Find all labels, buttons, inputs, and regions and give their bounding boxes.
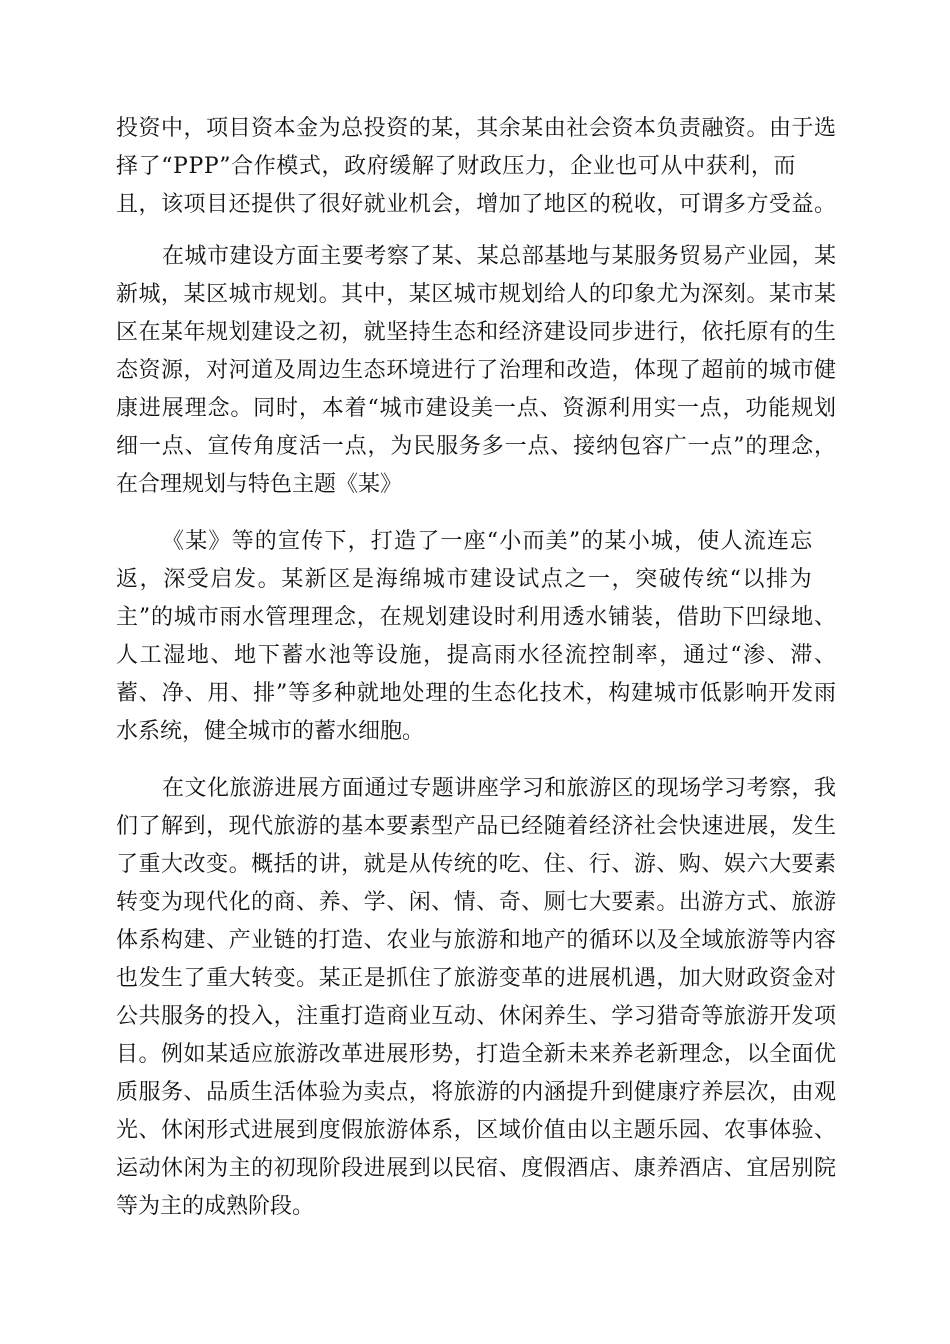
text-line: 新城，某区城市规划。其中，某区城市规划给人的印象尤为深刻。某市某: [116, 282, 836, 307]
text-line: 康进展理念。同时，本着“城市建设美一点、资源利用实一点，功能规划: [116, 396, 836, 421]
text-line: 投资中，项目资本金为总投资的某，其余某由社会资本负责融资。由于选: [116, 116, 836, 141]
text-line: 态资源，对河道及周边生态环境进行了治理和改造，体现了超前的城市健: [116, 358, 836, 383]
text-line: 细一点、宣传角度活一点，为民服务多一点、接纳包容广一点”的理念，: [116, 434, 836, 459]
text-line: 也发生了重大转变。某正是抓住了旅游变革的进展机遇，加大财政资金对: [116, 966, 836, 991]
text-line: 返，深受启发。某新区是海绵城市建设试点之一，突破传统“以排为: [116, 567, 814, 592]
text-line: 公共服务的投入，注重打造商业互动、休闲养生、学习猎奇等旅游开发项: [116, 1004, 836, 1029]
text-line: 等为主的成熟阶段。: [116, 1194, 315, 1219]
text-line: 在合理规划与特色主题《某》: [116, 472, 403, 497]
text-line: 们了解到，现代旅游的基本要素型产品已经随着经济社会快速进展，发生: [116, 814, 836, 839]
paragraph-2: [116, 238, 836, 504]
text-line: 《某》等的宣传下，打造了一座“小而美”的某小城，使人流连忘: [162, 529, 814, 554]
text-line: 体系构建、产业链的打造、农业与旅游和地产的循环以及全域旅游等内容: [116, 928, 836, 953]
text-line: 择了“PPP”合作模式，政府缓解了财政压力，企业也可从中获利，而: [116, 154, 797, 179]
text-line: 在城市建设方面主要考察了某、某总部基地与某服务贸易产业园，某: [162, 244, 836, 269]
text-line: 了重大改变。概括的讲，就是从传统的吃、住、行、游、购、娱六大要素: [116, 852, 836, 877]
paragraph-3: [116, 523, 836, 751]
text-line: 水系统，健全城市的蓄水细胞。: [116, 719, 425, 744]
text-line: 区在某年规划建设之初，就坚持生态和经济建设同步进行，依托原有的生: [116, 320, 836, 345]
text-line: 转变为现代化的商、养、学、闲、情、奇、厕七大要素。出游方式、旅游: [116, 890, 836, 915]
text-line: 运动休闲为主的初现阶段进展到以民宿、度假酒店、康养酒店、宜居别院: [116, 1156, 836, 1181]
paragraph-1: [116, 110, 836, 224]
text-line: 在文化旅游进展方面通过专题讲座学习和旅游区的现场学习考察，我: [162, 776, 836, 801]
text-line: 蓄、净、用、排”等多种就地处理的生态化技术，构建城市低影响开发雨: [116, 681, 836, 706]
text-line: 质服务、品质生活体验为卖点，将旅游的内涵提升到健康疗养层次，由观: [116, 1080, 836, 1105]
text-line: 且，该项目还提供了很好就业机会，增加了地区的税收，可谓多方受益。: [116, 192, 836, 217]
paragraph-4: [116, 770, 836, 1226]
text-line: 主”的城市雨水管理理念，在规划建设时利用透水铺装，借助下凹绿地、: [116, 605, 836, 630]
text-line: 目。例如某适应旅游改革进展形势，打造全新未来养老新理念，以全面优: [116, 1042, 836, 1067]
text-line: 人工湿地、地下蓄水池等设施，提高雨水径流控制率，通过“渗、滞、: [116, 643, 836, 668]
text-line: 光、休闲形式进展到度假旅游体系，区域价值由以主题乐园、农事体验、: [116, 1118, 836, 1143]
